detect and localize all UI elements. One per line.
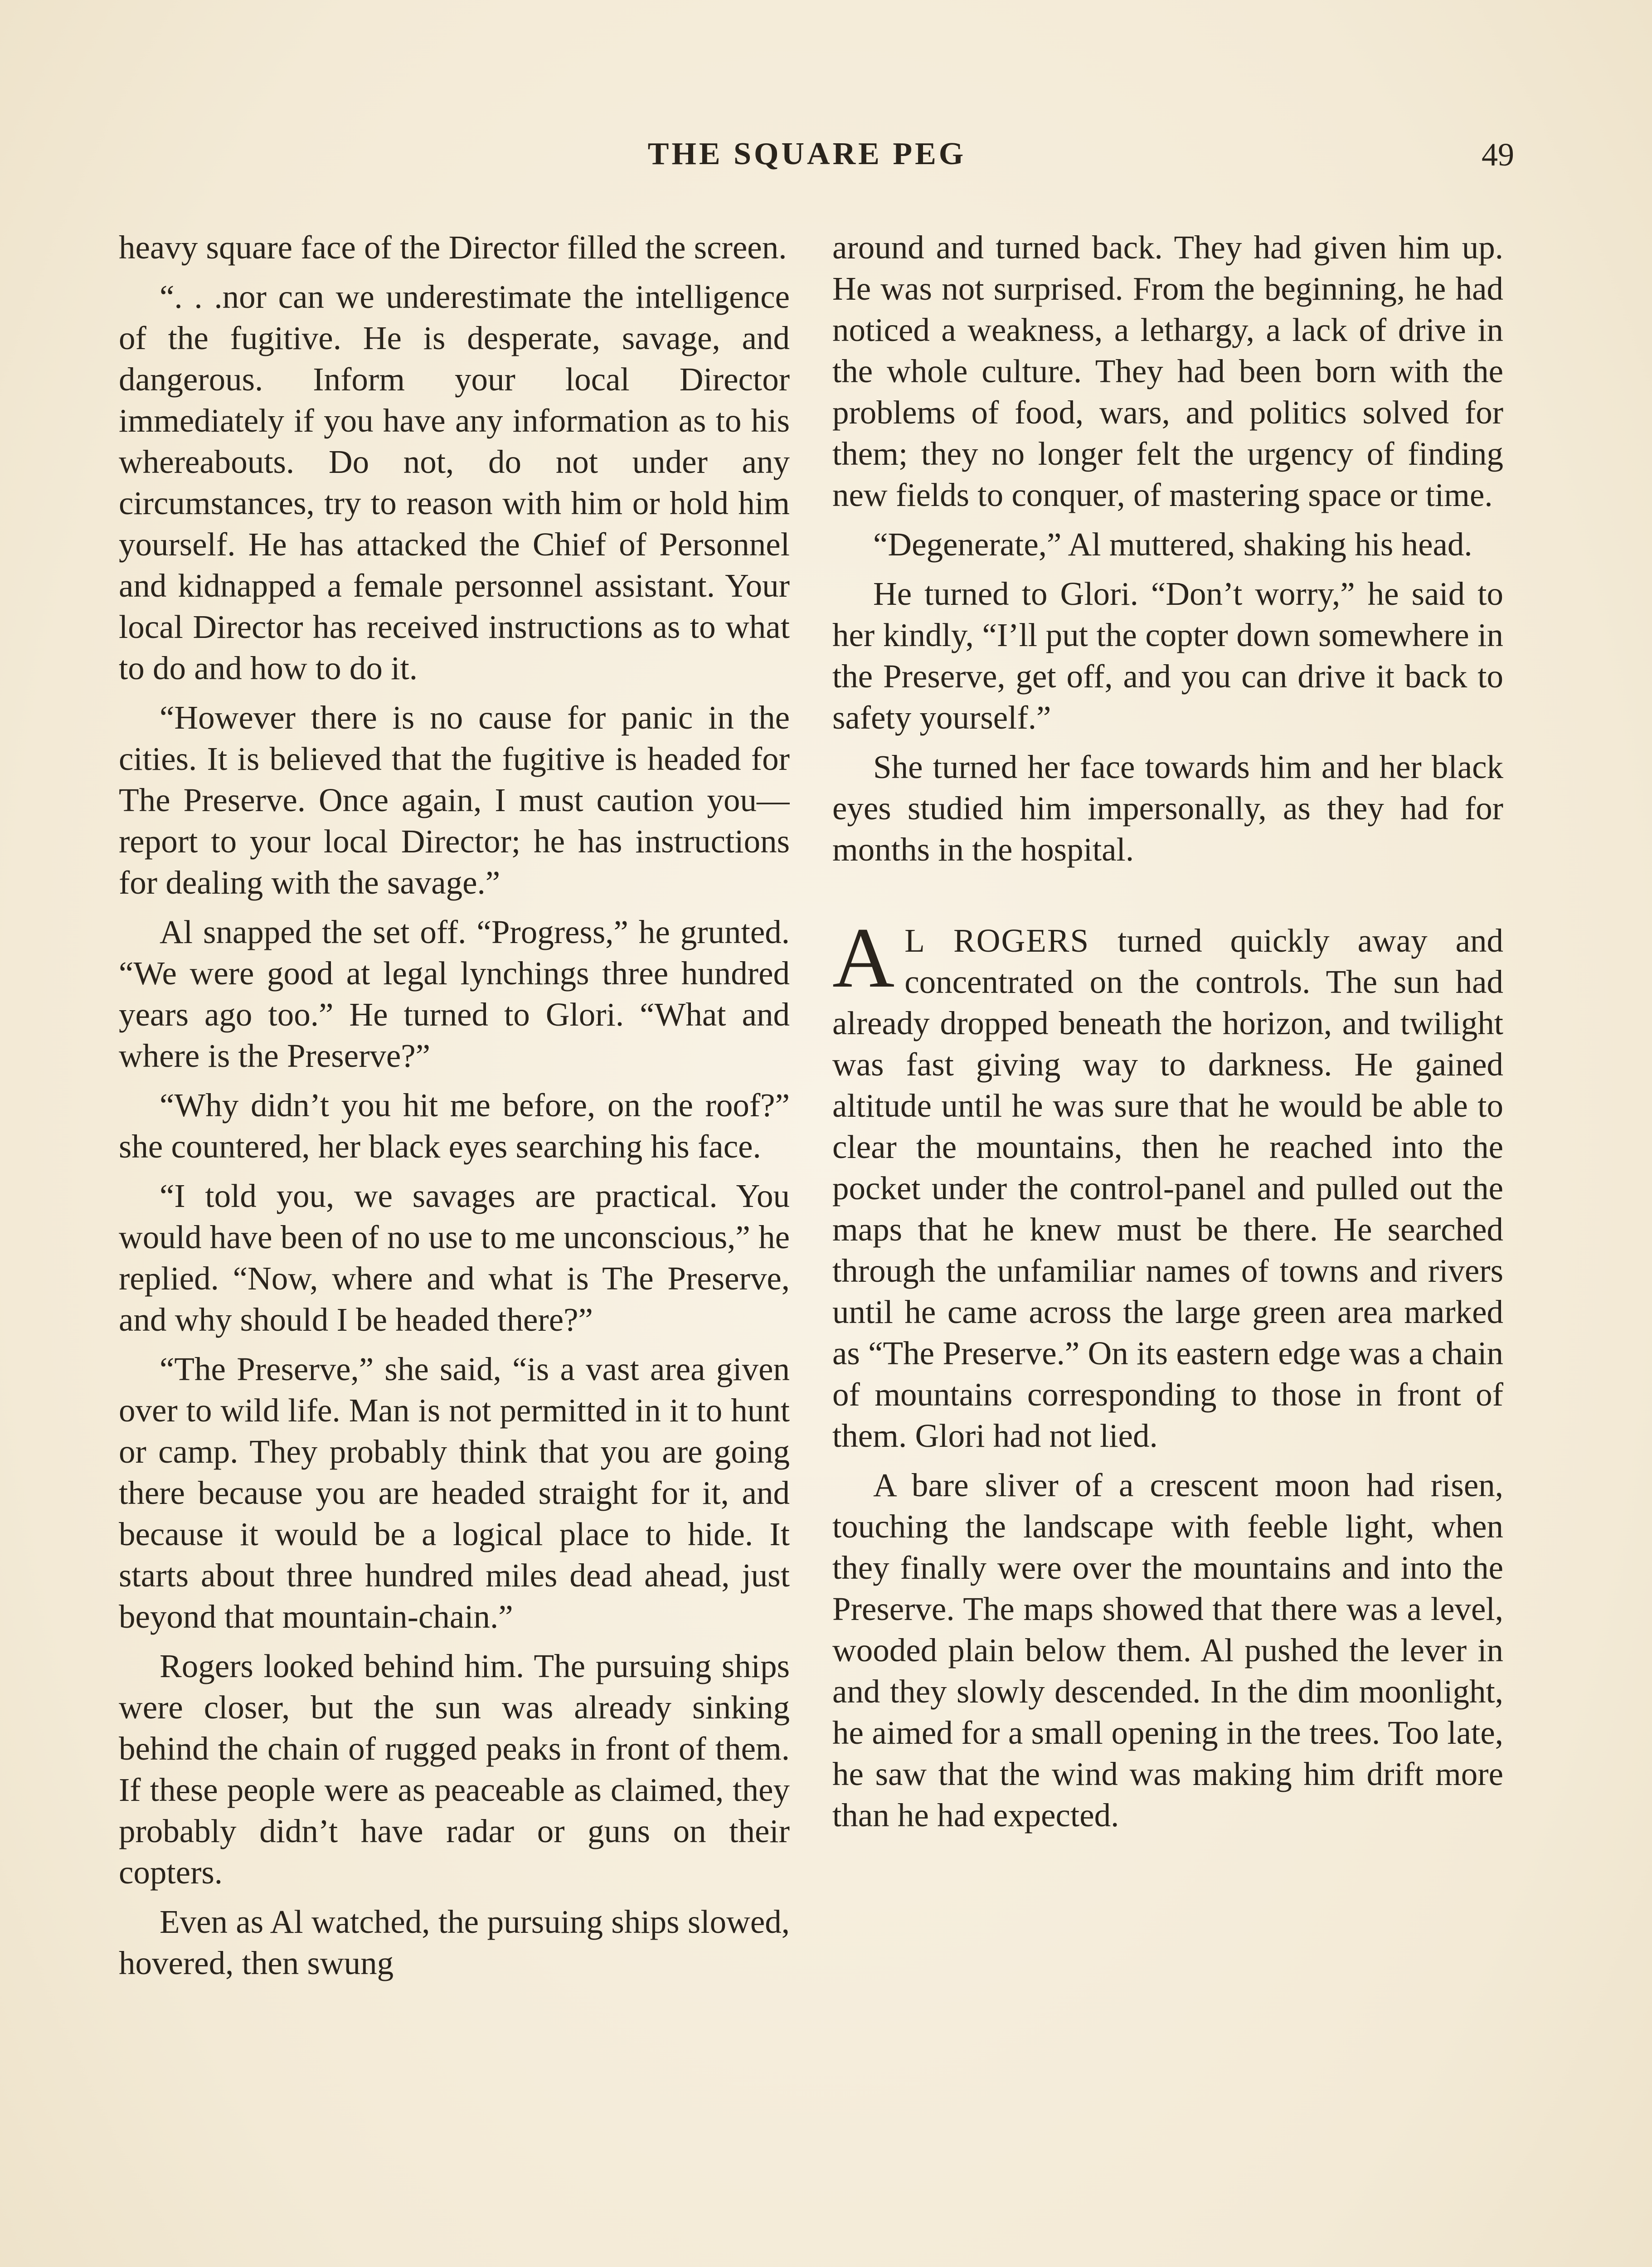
running-title: THE SQUARE PEG — [647, 136, 967, 171]
drop-cap: A — [832, 910, 895, 1006]
right-column — [832, 227, 1503, 2267]
paragraph: He turned to Glori. “Don’t worry,” he said to her kindly, “I’ll put the copter down somewhere in the Preserve, get off, and you can drive it back to safety yourself.” — [832, 575, 1503, 736]
paragraph: “. . .nor can we underestimate the intelligence of the fugitive. He is desperate, savage, and dangerous. Inform your local Director immediately if you have any information as to his whereabouts. Do not, do not under any circumstances, try to reason with him or hold him yourself. He has attacked the Chief of Personnel and kidnapped a female personnel assistant. Your local Director has received instructions as to what to do and how to do it. — [119, 278, 790, 686]
section-opening-text: turned quickly away and concentrated on the controls. The sun had already dropped beneath the horizon, and twilight was fast giving way to darkness. He gained altitude until he was sure that he would be able to clear the mountains, then he reached into the pocket under the control-panel and pulled out the maps that he knew must be there. He searched through the unfamiliar names of towns and rivers until he came across the large green area marked as “The Preserve.” On its eastern edge was a chain of mountains corresponding to those in front of them. Glori had not lied. — [832, 922, 1503, 1454]
section-lead-caps: L ROGERS — [904, 922, 1090, 959]
paragraph: She turned her face towards him and her black eyes studied him impersonally, as they had for months in the hospital. — [832, 749, 1503, 868]
running-head — [0, 136, 1652, 186]
paragraph: Even as Al watched, the pursuing ships slowed, hovered, then swung — [119, 1903, 790, 1981]
page-number: 49 — [1482, 136, 1514, 173]
paragraph: “I told you, we savages are practical. You would have been of no use to me unconscious,” he replied. “Now, where and what is The Preserve, and why should I be headed there?” — [119, 1177, 790, 1338]
paragraph: Al snapped the set off. “Progress,” he grunted. “We were good at legal lynchings three hundred years ago too.” He turned to Glori. “What and where is the Preserve?” — [119, 914, 790, 1074]
section-opening-paragraph — [832, 910, 1503, 1456]
paragraph: “Degenerate,” Al muttered, shaking his head. — [873, 526, 1472, 563]
paragraph: Rogers looked behind him. The pursuing ships were closer, but the sun was already sinking behind the chain of rugged peaks in front of them. If these people were as peaceable as claimed, they probably didn’t have radar or guns on their copters. — [119, 1648, 790, 1891]
paragraph: heavy square face of the Director filled the screen. — [119, 229, 787, 266]
paragraph: “The Preserve,” she said, “is a vast area given over to wild life. Man is not permitted in it to hunt or camp. They probably think that you are going there because you are headed straight for it, and because it would be a logical place to hide. It starts about three hundred miles dead ahead, just beyond that mountain-chain.” — [119, 1351, 790, 1635]
left-column — [119, 227, 790, 2267]
paragraph: A bare sliver of a crescent moon had risen, touching the landscape with feeble light, when they finally were over the mountains and into the Preserve. The maps showed that there was a level, wooded plain below them. Al pushed the lever in and they slowly descended. In the dim moonlight, he aimed for a small opening in the trees. Too late, he saw that the wind was making him drift more than he had expected. — [832, 1467, 1503, 1834]
paragraph: around and turned back. They had given him up. He was not surprised. From the beginning, he had noticed a weakness, a lethargy, a lack of drive in the whole culture. They had been born with the problems of food, wars, and politics solved for them; they no longer felt the urgency of finding new fields to conquer, of mastering space or time. — [832, 229, 1503, 513]
paragraph: “However there is no cause for panic in the cities. It is believed that the fugitive is headed for The Preserve. Once again, I must caution you—report to your local Director; he has instructions for dealing with the savage.” — [119, 699, 790, 901]
paragraph: “Why didn’t you hit me before, on the roof?” she countered, her black eyes searching his face. — [119, 1087, 790, 1165]
